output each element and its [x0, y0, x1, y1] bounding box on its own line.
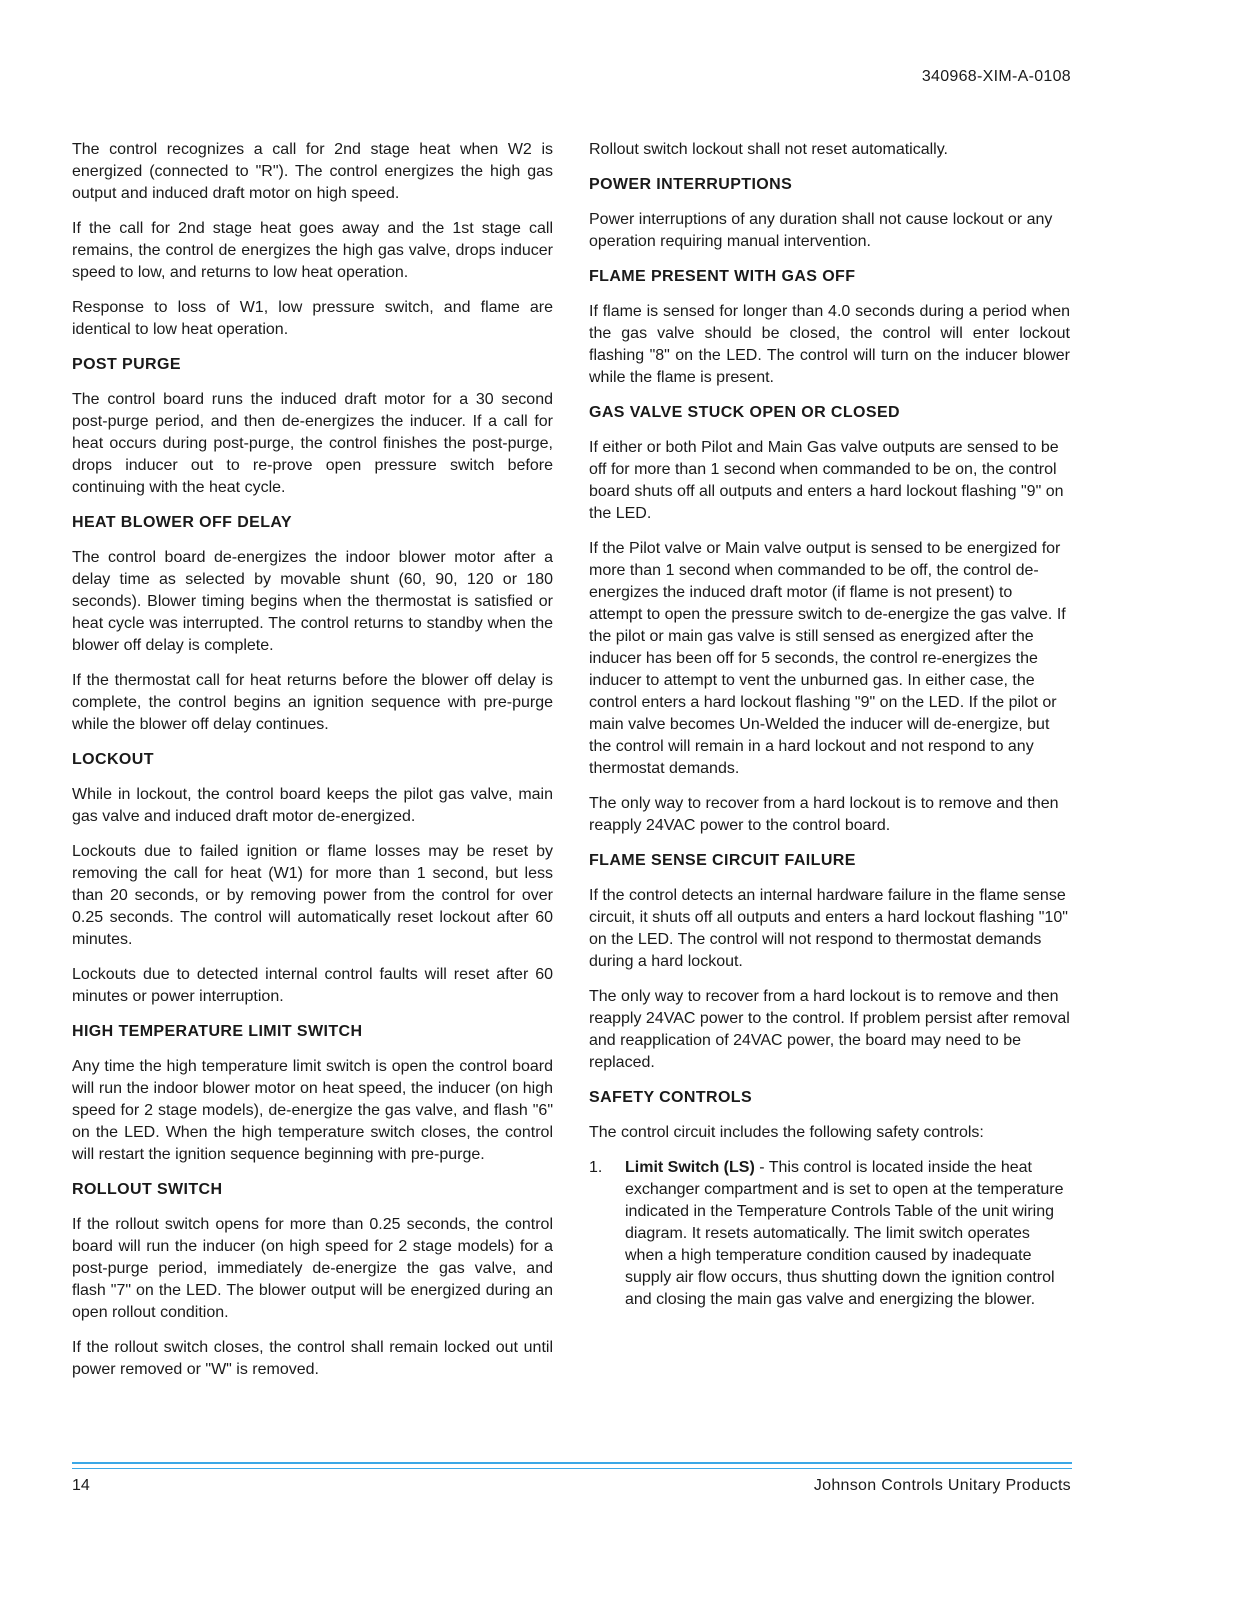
- paragraph: If the Pilot valve or Main valve output is sensed to be energized for more than 1 second when commanded to be off, the control de-energizes the induced draft motor (if flame is not present) to attempt to open the pressure switch to de-energize the gas valve. If the pilot or main gas valve is still sensed as energized after the inducer has been off for 5 seconds, the control re-energizes the inducer to attempt to vent the unburned gas. In either case, the control enters a hard lockout flashing "9" on the LED. If the pilot or main valve becomes Un-Welded the inducer will de-energize, but the control will remain in a hard lockout and not respond to any thermostat demands.: [589, 540, 1066, 777]
- section-heading-heat-blower-off-delay: HEAT BLOWER OFF DELAY: [72, 514, 292, 531]
- paragraph: Power interruptions of any duration shall not cause lockout or any operation requiring manual intervention.: [589, 211, 1053, 250]
- section-heading-safety-controls: SAFETY CONTROLS: [589, 1089, 753, 1106]
- paragraph: While in lockout, the control board keeps the pilot gas valve, main gas valve and induced draft motor de-energized.: [72, 786, 553, 825]
- paragraph: If either or both Pilot and Main Gas valve outputs are sensed to be off for more than 1 second when commanded to be on, the control board shuts off all outputs and enters a hard lockout flashing "9" on the LED.: [589, 439, 1064, 522]
- paragraph: If the rollout switch closes, the control shall remain locked out until power removed or "W" is removed.: [72, 1339, 553, 1378]
- list-item-text: - This control is located inside the heat exchanger compartment and is set to open at the temperature indicated in the Temperature Controls Table of the unit wiring diagram. It resets automatically. The limit switch operates when a high temperature condition caused by inadequate supply air flow occurs, thus shutting down the ignition control and closing the main gas valve and energizing the blower.: [625, 1159, 1064, 1308]
- section-heading-flame-present-with-gas-off: FLAME PRESENT WITH GAS OFF: [589, 268, 856, 285]
- paragraph: If the control detects an internal hardware failure in the flame sense circuit, it shuts off all outputs and enters a hard lockout flashing "10" on the LED. The control will not respond to thermostat demands during a hard lockout.: [589, 887, 1068, 970]
- document-id: 340968-XIM-A-0108: [921, 68, 1071, 85]
- section-heading-flame-sense-circuit-failure: FLAME SENSE CIRCUIT FAILURE: [589, 852, 856, 869]
- paragraph: Any time the high temperature limit switch is open the control board will run the indoor blower motor on heat speed, the inducer (on high speed for 2 stage models), de-energize the gas valve, and flash "6" on the LED. When the high temperature switch closes, the control will restart the ignition sequence beginning with pre-purge.: [72, 1058, 553, 1163]
- paragraph: If flame is sensed for longer than 4.0 seconds during a period when the gas valve should be closed, the control will enter lockout flashing "8" on the LED. The control will turn on the inducer blower while the flame is present.: [589, 303, 1070, 386]
- footer-divider: [72, 1462, 1072, 1464]
- paragraph: Response to loss of W1, low pressure switch, and flame are identical to low heat operation.: [72, 299, 553, 338]
- page-number: 14: [72, 1477, 90, 1494]
- section-heading-lockout: LOCKOUT: [72, 751, 154, 768]
- section-heading-rollout-switch: ROLLOUT SWITCH: [72, 1181, 223, 1198]
- paragraph: The only way to recover from a hard lockout is to remove and then reapply 24VAC power to the control. If problem persist after removal and reapplication of 24VAC power, the board may need to be replaced.: [589, 988, 1070, 1071]
- left-column: [72, 139, 553, 1394]
- numbered-list-item: [589, 1157, 1070, 1311]
- footer-divider-secondary: [72, 1468, 1072, 1469]
- paragraph: If the thermostat call for heat returns before the blower off delay is complete, the control begins an ignition sequence with pre-purge while the blower off delay continues.: [72, 672, 553, 733]
- section-heading-gas-valve-stuck: GAS VALVE STUCK OPEN OR CLOSED: [589, 404, 900, 421]
- section-heading-post-purge: POST PURGE: [72, 356, 181, 373]
- list-number: 1.: [589, 1159, 603, 1176]
- paragraph: The control board runs the induced draft motor for a 30 second post-purge period, and then de-energizes the inducer. If a call for heat occurs during post-purge, the control finishes the post-purge, drops inducer out to re-prove open pressure switch before continuing with the heat cycle.: [72, 391, 553, 496]
- paragraph: The control circuit includes the following safety controls:: [589, 1124, 984, 1141]
- list-item-title: Limit Switch (LS): [625, 1159, 755, 1176]
- section-heading-high-temperature-limit-switch: HIGH TEMPERATURE LIMIT SWITCH: [72, 1023, 363, 1040]
- paragraph: The only way to recover from a hard lockout is to remove and then reapply 24VAC power to the control board.: [589, 795, 1059, 834]
- section-heading-power-interruptions: POWER INTERRUPTIONS: [589, 176, 793, 193]
- paragraph: The control recognizes a call for 2nd stage heat when W2 is energized (connected to "R"). The control energizes the high gas output and induced draft motor on high speed.: [72, 141, 553, 202]
- right-column: [589, 139, 1070, 1324]
- list-item-body: [625, 1157, 1070, 1311]
- paragraph: If the call for 2nd stage heat goes away and the 1st stage call remains, the control de energizes the high gas valve, drops inducer speed to low, and returns to low heat operation.: [72, 220, 553, 281]
- paragraph: Rollout switch lockout shall not reset automatically.: [589, 141, 948, 158]
- paragraph: If the rollout switch opens for more than 0.25 seconds, the control board will run the inducer (on high speed for 2 stage models) for a post-purge period, immediately de-energize the gas valve, and flash "7" on the LED. The blower output will be energized during an open rollout condition.: [72, 1216, 553, 1321]
- paragraph: Lockouts due to failed ignition or flame losses may be reset by removing the call for heat (W1) for more than 1 second, but less than 20 seconds, or by removing power from the control for over 0.25 seconds. The control will automatically reset lockout after 60 minutes.: [72, 843, 553, 948]
- paragraph: The control board de-energizes the indoor blower motor after a delay time as selected by movable shunt (60, 90, 120 or 180 seconds). Blower timing begins when the thermostat is satisfied or heat cycle was interrupted. The control returns to standby when the blower off delay is complete.: [72, 549, 553, 654]
- footer-brand: Johnson Controls Unitary Products: [813, 1477, 1071, 1494]
- paragraph: Lockouts due to detected internal control faults will reset after 60 minutes or power interruption.: [72, 966, 553, 1005]
